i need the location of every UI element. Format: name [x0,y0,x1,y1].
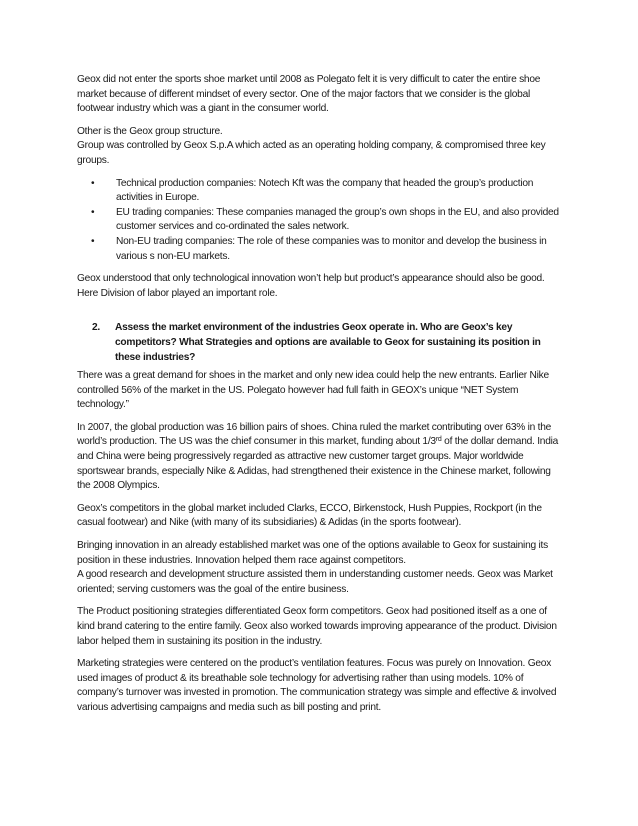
question-heading [77,321,561,365]
list-item: • EU trading companies: These companies managed the group’s own shops in the EU, and also provided customer services and co-ordinated the sales network. [91,206,559,233]
bullet-icon: • [91,235,95,247]
paragraph-competitors: Geox’s competitors in the global market included Clarks, ECCO, Birkenstock, Hush Puppies, Rockport (in the casual footwear) and Nike (with many of its subsidiaries) & Adidas (in the sports footwear). [77,502,542,529]
bullet-icon: • [91,206,95,218]
group-structure-detail: Group was controlled by Geox S.p.A which acted as an operating holding company, & compromised three key groups. [77,140,546,166]
superscript-rd: rd [435,436,442,444]
paragraph-sports-market: Geox did not enter the sports shoe market until 2008 as Polegato felt it is very difficult to cater the entire shoe market because of different mindset of every sector. One of the major factors that we consider is the global footwear industry which was a giant in the consumer world. [77,74,541,115]
group-structure-intro: Other is the Geox group structure. [77,125,223,137]
paragraph-marketing-strategies: Marketing strategies were centered on the product’s ventilation features. Focus was purely on Innovation. Geox used images of product & its breathable sole technology for advertising rather than using models. 10% of company’s turnover was invested in promotion. The communication strategy was simple and effective & involved various advertising campaigns and media such as bill posting and print. [77,658,557,713]
paragraph-innovation: Bringing innovation in an already established market was one of the options available to Geox for sustaining its position in these industries. Innovation helped them race against competitors. A good research and development structure assisted them in understanding customer needs. Geox was Market oriented; serving customers was the goal of the entire business. [77,540,553,595]
list-item: • Non-EU trading companies: The role of these companies was to monitor and develop the business in various s non-EU markets. [91,235,547,262]
bullet-icon: • [91,177,95,189]
list-item: • Technical production companies: Notech Kft was the company that headed the group’s production activities in Europe. [91,177,534,204]
paragraph-product-positioning: The Product positioning strategies differentiated Geox form competitors. Geox had positioned itself as a one of kind brand catering to the entire family. Geox also worked towards improving appearance of the product. Division labor helped them in sustaining its position in the industry. [77,606,557,647]
paragraph-division-of-labor: Geox understood that only technological innovation won’t help but product’s appearance should also be good. Here Division of labor played an important role. [77,273,545,299]
paragraph-global-production: In 2007, the global production was 16 billion pairs of shoes. China ruled the market contributing over 63% in the world’s production. The US was the chief consumer in this market, funding about 1/3rd of the dollar demand. India and China were being progressively regarded as attractive new customer target groups. Major worldwide sportswear brands, especially Nike & Adidas, had strengthened their existence in the Chinese market, following the 2008 Olympics. [77,421,559,492]
question-number: 2. [92,322,100,334]
document-page [77,73,561,724]
key-groups-list [77,177,561,265]
paragraph-market-demand: There was a great demand for shoes in the market and only new idea could help the new entrants. Earlier Nike controlled 56% of the market in the US. Polegato however had full faith in GEOX’s unique “NET System technology.” [77,370,549,411]
question-text: Assess the market environment of the industries Geox operate in. Who are Geox’s key competitors? What Strategies and options are available to Geox for sustaining its position in these industries? [115,322,541,363]
paragraph-group-structure [77,125,561,169]
